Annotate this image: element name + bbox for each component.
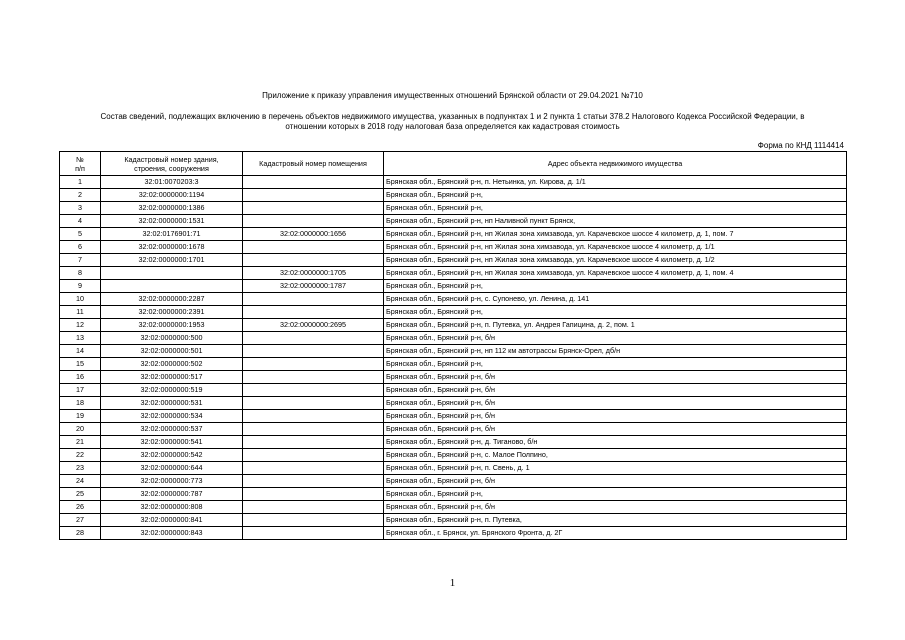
- cell-address: Брянская обл., Брянский р-н, нп Наливной пункт Брянск,: [384, 215, 847, 228]
- cell-room-cadastral: [243, 202, 384, 215]
- cell-address: Брянская обл., Брянский р-н, с. Супонево, ул. Ленина, д. 141: [384, 293, 847, 306]
- table-row: [60, 475, 847, 488]
- header-number: [60, 152, 101, 176]
- document-heading: [0, 112, 905, 132]
- cell-address: Брянская обл., Брянский р-н, д. Тиганово, б/н: [384, 436, 847, 449]
- cell-building-cadastral: 32:02:0000000:501: [101, 345, 243, 358]
- cell-room-cadastral: [243, 527, 384, 540]
- cell-room-cadastral: [243, 293, 384, 306]
- table-row: [60, 254, 847, 267]
- header-building-line-2: строения, сооружения: [134, 163, 209, 173]
- table-row: [60, 358, 847, 371]
- cell-address: Брянская обл., Брянский р-н, б/н: [384, 475, 847, 488]
- cell-room-cadastral: [243, 189, 384, 202]
- cell-building-cadastral: 32:02:0000000:2287: [101, 293, 243, 306]
- table-row: [60, 501, 847, 514]
- cell-number: 19: [60, 410, 101, 423]
- cell-address: Брянская обл., Брянский р-н, нп 112 км автотрассы Брянск-Орел, дб/н: [384, 345, 847, 358]
- cell-room-cadastral: [243, 397, 384, 410]
- cell-number: 15: [60, 358, 101, 371]
- form-code-label: Форма по КНД 1114414: [757, 141, 844, 150]
- table-body: [60, 176, 847, 540]
- cell-number: 4: [60, 215, 101, 228]
- cell-building-cadastral: 32:02:0176901:71: [101, 228, 243, 241]
- table-row: [60, 306, 847, 319]
- document-heading-line-2: отношении которых в 2018 году налоговая база определяется как кадастровая стоимость: [285, 122, 620, 131]
- table-row: [60, 215, 847, 228]
- table-row: [60, 319, 847, 332]
- header-number-line-1: №: [76, 154, 84, 164]
- cell-number: 22: [60, 449, 101, 462]
- cell-number: 3: [60, 202, 101, 215]
- cell-building-cadastral: 32:02:0000000:531: [101, 397, 243, 410]
- cell-address: Брянская обл., Брянский р-н, б/н: [384, 332, 847, 345]
- cell-address: Брянская обл., Брянский р-н, нп Жилая зона химзавода, ул. Карачевское шоссе 4 километр, д. 1/2: [384, 254, 847, 267]
- cell-number: 27: [60, 514, 101, 527]
- cell-number: 21: [60, 436, 101, 449]
- cell-building-cadastral: 32:02:0000000:519: [101, 384, 243, 397]
- table-row: [60, 384, 847, 397]
- cell-building-cadastral: 32:02:0000000:542: [101, 449, 243, 462]
- cell-building-cadastral: 32:02:0000000:1194: [101, 189, 243, 202]
- cell-address: Брянская обл., Брянский р-н, б/н: [384, 384, 847, 397]
- cell-building-cadastral: 32:02:0000000:541: [101, 436, 243, 449]
- cell-building-cadastral: 32:02:0000000:1678: [101, 241, 243, 254]
- cell-room-cadastral: [243, 449, 384, 462]
- cell-building-cadastral: 32:02:0000000:1701: [101, 254, 243, 267]
- cell-number: 18: [60, 397, 101, 410]
- cell-address: Брянская обл., Брянский р-н,: [384, 202, 847, 215]
- cell-room-cadastral: [243, 241, 384, 254]
- cell-room-cadastral: [243, 332, 384, 345]
- cell-number: 6: [60, 241, 101, 254]
- header-address: Адрес объекта недвижимого имущества: [384, 152, 847, 176]
- cell-address: Брянская обл., г. Брянск, ул. Брянского Фронта, д. 2Г: [384, 527, 847, 540]
- cell-room-cadastral: [243, 358, 384, 371]
- cell-room-cadastral: [243, 176, 384, 189]
- cell-number: 8: [60, 267, 101, 280]
- cell-building-cadastral: 32:02:0000000:841: [101, 514, 243, 527]
- cell-number: 26: [60, 501, 101, 514]
- cell-number: 17: [60, 384, 101, 397]
- table-row: [60, 293, 847, 306]
- cell-address: Брянская обл., Брянский р-н, б/н: [384, 501, 847, 514]
- cell-room-cadastral: 32:02:0000000:1705: [243, 267, 384, 280]
- cell-number: 28: [60, 527, 101, 540]
- cell-number: 7: [60, 254, 101, 267]
- table-row: [60, 514, 847, 527]
- table-row: [60, 267, 847, 280]
- cell-room-cadastral: [243, 215, 384, 228]
- cell-number: 5: [60, 228, 101, 241]
- cell-building-cadastral: 32:02:0000000:1953: [101, 319, 243, 332]
- table-row: [60, 488, 847, 501]
- cell-number: 9: [60, 280, 101, 293]
- cell-room-cadastral: [243, 345, 384, 358]
- cell-room-cadastral: [243, 514, 384, 527]
- cell-number: 24: [60, 475, 101, 488]
- table-row: [60, 462, 847, 475]
- header-building-cadastral: [101, 152, 243, 176]
- cell-room-cadastral: [243, 462, 384, 475]
- table-row: [60, 228, 847, 241]
- table-row: [60, 527, 847, 540]
- cell-building-cadastral: 32:02:0000000:1531: [101, 215, 243, 228]
- cell-room-cadastral: [243, 488, 384, 501]
- cell-address: Брянская обл., Брянский р-н, нп Жилая зона химзавода, ул. Карачевское шоссе 4 километр, д. 1, пом. 7: [384, 228, 847, 241]
- header-building-line-1: Кадастровый номер здания,: [124, 154, 219, 164]
- cell-building-cadastral: 32:02:0000000:502: [101, 358, 243, 371]
- table-header-row: [60, 152, 847, 176]
- cell-number: 11: [60, 306, 101, 319]
- table-row: [60, 176, 847, 189]
- cell-address: Брянская обл., Брянский р-н, п. Свень, д. 1: [384, 462, 847, 475]
- table-row: [60, 410, 847, 423]
- table-row: [60, 449, 847, 462]
- table-row: [60, 241, 847, 254]
- cell-number: 12: [60, 319, 101, 332]
- cell-number: 14: [60, 345, 101, 358]
- table-row: [60, 280, 847, 293]
- cell-number: 10: [60, 293, 101, 306]
- cell-room-cadastral: 32:02:0000000:1787: [243, 280, 384, 293]
- cell-building-cadastral: 32:02:0000000:787: [101, 488, 243, 501]
- cell-address: Брянская обл., Брянский р-н, с. Малое Полпино,: [384, 449, 847, 462]
- cell-address: Брянская обл., Брянский р-н, п. Нетьинка, ул. Кирова, д. 1/1: [384, 176, 847, 189]
- cell-room-cadastral: [243, 306, 384, 319]
- cell-building-cadastral: 32:02:0000000:644: [101, 462, 243, 475]
- cell-address: Брянская обл., Брянский р-н,: [384, 306, 847, 319]
- cell-building-cadastral: 32:02:0000000:808: [101, 501, 243, 514]
- cell-address: Брянская обл., Брянский р-н,: [384, 488, 847, 501]
- cell-address: Брянская обл., Брянский р-н,: [384, 280, 847, 293]
- table-row: [60, 189, 847, 202]
- cell-building-cadastral: [101, 267, 243, 280]
- table-row: [60, 423, 847, 436]
- header-number-line-2: п/п: [75, 163, 85, 173]
- cell-building-cadastral: 32:01:0070203:3: [101, 176, 243, 189]
- cell-room-cadastral: 32:02:0000000:2695: [243, 319, 384, 332]
- cell-address: Брянская обл., Брянский р-н, б/н: [384, 423, 847, 436]
- cell-building-cadastral: 32:02:0000000:537: [101, 423, 243, 436]
- cell-building-cadastral: 32:02:0000000:843: [101, 527, 243, 540]
- cell-building-cadastral: 32:02:0000000:517: [101, 371, 243, 384]
- cell-address: Брянская обл., Брянский р-н,: [384, 358, 847, 371]
- document-heading-line-1: Состав сведений, подлежащих включению в перечень объектов недвижимого имущества, указанных в подпунктах 1 и 2 пункта 1 статьи 378.2 Налогового Кодекса Российской Федерации, в: [100, 112, 805, 121]
- cell-room-cadastral: [243, 254, 384, 267]
- cell-number: 1: [60, 176, 101, 189]
- cell-number: 23: [60, 462, 101, 475]
- cell-building-cadastral: 32:02:0000000:773: [101, 475, 243, 488]
- header-room-cadastral: Кадастровый номер помещения: [243, 152, 384, 176]
- cell-address: Брянская обл., Брянский р-н, нп Жилая зона химзавода, ул. Карачевское шоссе 4 километр, д. 1/1: [384, 241, 847, 254]
- cell-building-cadastral: 32:02:0000000:534: [101, 410, 243, 423]
- cell-address: Брянская обл., Брянский р-н, п. Путевка, ул. Андрея Гапицина, д. 2, пом. 1: [384, 319, 847, 332]
- cell-building-cadastral: [101, 280, 243, 293]
- cell-room-cadastral: [243, 423, 384, 436]
- cell-room-cadastral: 32:02:0000000:1656: [243, 228, 384, 241]
- cell-room-cadastral: [243, 371, 384, 384]
- cell-address: Брянская обл., Брянский р-н, б/н: [384, 410, 847, 423]
- cell-address: Брянская обл., Брянский р-н, нп Жилая зона химзавода, ул. Карачевское шоссе 4 километр, д. 1, пом. 4: [384, 267, 847, 280]
- cell-building-cadastral: 32:02:0000000:500: [101, 332, 243, 345]
- table-row: [60, 397, 847, 410]
- cell-room-cadastral: [243, 475, 384, 488]
- cell-number: 16: [60, 371, 101, 384]
- table-row: [60, 202, 847, 215]
- table-row: [60, 371, 847, 384]
- cell-number: 25: [60, 488, 101, 501]
- cell-room-cadastral: [243, 410, 384, 423]
- cell-address: Брянская обл., Брянский р-н,: [384, 189, 847, 202]
- cell-address: Брянская обл., Брянский р-н, б/н: [384, 397, 847, 410]
- property-table: [59, 151, 847, 540]
- appendix-title: Приложение к приказу управления имущественных отношений Брянской области от 29.04.2021 №710: [262, 91, 643, 100]
- cell-number: 2: [60, 189, 101, 202]
- cell-room-cadastral: [243, 384, 384, 397]
- cell-building-cadastral: 32:02:0000000:1386: [101, 202, 243, 215]
- cell-room-cadastral: [243, 436, 384, 449]
- cell-address: Брянская обл., Брянский р-н, п. Путевка,: [384, 514, 847, 527]
- cell-building-cadastral: 32:02:0000000:2391: [101, 306, 243, 319]
- page-number: 1: [449, 577, 456, 589]
- table-row: [60, 345, 847, 358]
- cell-room-cadastral: [243, 501, 384, 514]
- table-row: [60, 436, 847, 449]
- table-row: [60, 332, 847, 345]
- cell-address: Брянская обл., Брянский р-н, б/н: [384, 371, 847, 384]
- cell-number: 20: [60, 423, 101, 436]
- cell-number: 13: [60, 332, 101, 345]
